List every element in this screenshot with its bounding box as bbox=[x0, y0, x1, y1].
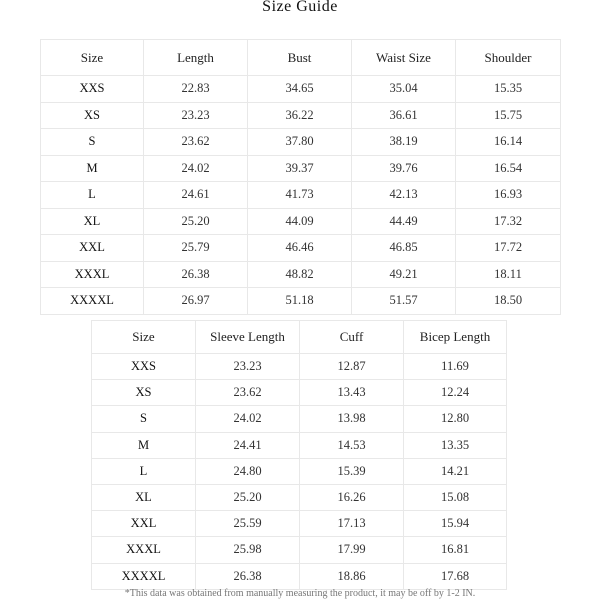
bust-cell: 44.09 bbox=[248, 208, 352, 235]
size-cell: M bbox=[41, 155, 144, 182]
cuff-cell: 15.39 bbox=[300, 458, 404, 484]
cuff-cell: 17.13 bbox=[300, 511, 404, 537]
table-row bbox=[92, 537, 507, 563]
size-cell: XXS bbox=[41, 76, 144, 103]
table-row bbox=[92, 406, 507, 432]
size-cell: XS bbox=[92, 380, 196, 406]
waist-cell: 36.61 bbox=[352, 102, 456, 129]
waist-cell: 49.21 bbox=[352, 261, 456, 288]
column-header-bust: Bust bbox=[248, 40, 352, 76]
waist-cell: 38.19 bbox=[352, 129, 456, 156]
bicep-length-cell: 17.68 bbox=[404, 563, 507, 589]
table-row bbox=[41, 102, 561, 129]
table-row bbox=[41, 129, 561, 156]
length-cell: 23.23 bbox=[144, 102, 248, 129]
size-cell: XXXL bbox=[41, 261, 144, 288]
shoulder-cell: 15.35 bbox=[456, 76, 561, 103]
sleeve-length-cell: 26.38 bbox=[196, 563, 300, 589]
length-cell: 24.02 bbox=[144, 155, 248, 182]
length-cell: 26.38 bbox=[144, 261, 248, 288]
column-header-waist-size: Waist Size bbox=[352, 40, 456, 76]
page-title: Size Guide bbox=[262, 0, 338, 15]
waist-cell: 51.57 bbox=[352, 288, 456, 315]
shoulder-cell: 17.32 bbox=[456, 208, 561, 235]
length-cell: 25.20 bbox=[144, 208, 248, 235]
bust-cell: 51.18 bbox=[248, 288, 352, 315]
shoulder-cell: 18.50 bbox=[456, 288, 561, 315]
column-header-size: Size bbox=[41, 40, 144, 76]
length-cell: 22.83 bbox=[144, 76, 248, 103]
bicep-length-cell: 12.80 bbox=[404, 406, 507, 432]
length-cell: 24.61 bbox=[144, 182, 248, 209]
table-row bbox=[92, 511, 507, 537]
bicep-length-cell: 14.21 bbox=[404, 458, 507, 484]
sleeve-length-cell: 23.23 bbox=[196, 354, 300, 380]
shoulder-cell: 16.93 bbox=[456, 182, 561, 209]
bust-cell: 46.46 bbox=[248, 235, 352, 262]
cuff-cell: 14.53 bbox=[300, 432, 404, 458]
table-row bbox=[41, 235, 561, 262]
size-cell: L bbox=[41, 182, 144, 209]
sleeve-length-cell: 24.02 bbox=[196, 406, 300, 432]
size-cell: L bbox=[92, 458, 196, 484]
table-row bbox=[41, 155, 561, 182]
column-header-sleeve-length: Sleeve Length bbox=[196, 321, 300, 354]
cuff-cell: 13.98 bbox=[300, 406, 404, 432]
bust-cell: 41.73 bbox=[248, 182, 352, 209]
bust-cell: 39.37 bbox=[248, 155, 352, 182]
length-cell: 23.62 bbox=[144, 129, 248, 156]
shoulder-cell: 16.14 bbox=[456, 129, 561, 156]
sleeve-length-cell: 25.59 bbox=[196, 511, 300, 537]
size-cell: S bbox=[41, 129, 144, 156]
bust-cell: 48.82 bbox=[248, 261, 352, 288]
waist-cell: 44.49 bbox=[352, 208, 456, 235]
bust-cell: 37.80 bbox=[248, 129, 352, 156]
table-row bbox=[92, 432, 507, 458]
sleeve-length-cell: 25.20 bbox=[196, 484, 300, 510]
size-cell: S bbox=[92, 406, 196, 432]
table-row bbox=[92, 563, 507, 589]
table-header-row bbox=[41, 40, 561, 76]
size-cell: XXXXL bbox=[92, 563, 196, 589]
shoulder-cell: 18.11 bbox=[456, 261, 561, 288]
waist-cell: 42.13 bbox=[352, 182, 456, 209]
waist-cell: 46.85 bbox=[352, 235, 456, 262]
table-row bbox=[41, 182, 561, 209]
size-cell: XXXL bbox=[92, 537, 196, 563]
sleeve-length-cell: 23.62 bbox=[196, 380, 300, 406]
cuff-cell: 13.43 bbox=[300, 380, 404, 406]
shoulder-cell: 16.54 bbox=[456, 155, 561, 182]
bust-cell: 36.22 bbox=[248, 102, 352, 129]
bicep-length-cell: 11.69 bbox=[404, 354, 507, 380]
shoulder-cell: 15.75 bbox=[456, 102, 561, 129]
cuff-cell: 16.26 bbox=[300, 484, 404, 510]
cuff-cell: 12.87 bbox=[300, 354, 404, 380]
size-cell: XXXXL bbox=[41, 288, 144, 315]
sleeve-length-cell: 24.41 bbox=[196, 432, 300, 458]
sleeve-length-cell: 24.80 bbox=[196, 458, 300, 484]
measurement-disclaimer: *This data was obtained from manually measuring the product, it may be off by 1-2 IN. bbox=[124, 588, 476, 599]
size-cell: M bbox=[92, 432, 196, 458]
bust-cell: 34.65 bbox=[248, 76, 352, 103]
cuff-cell: 18.86 bbox=[300, 563, 404, 589]
column-header-bicep-length: Bicep Length bbox=[404, 321, 507, 354]
column-header-length: Length bbox=[144, 40, 248, 76]
sleeve-measurements-table bbox=[91, 320, 507, 590]
table-row bbox=[41, 76, 561, 103]
size-cell: XXL bbox=[41, 235, 144, 262]
table-row bbox=[92, 484, 507, 510]
size-cell: XL bbox=[41, 208, 144, 235]
table-row bbox=[92, 354, 507, 380]
table-row bbox=[92, 380, 507, 406]
table-row bbox=[92, 458, 507, 484]
bicep-length-cell: 15.94 bbox=[404, 511, 507, 537]
column-header-size: Size bbox=[92, 321, 196, 354]
size-cell: XXL bbox=[92, 511, 196, 537]
table-header-row bbox=[92, 321, 507, 354]
bicep-length-cell: 12.24 bbox=[404, 380, 507, 406]
bicep-length-cell: 16.81 bbox=[404, 537, 507, 563]
length-cell: 26.97 bbox=[144, 288, 248, 315]
table-row bbox=[41, 261, 561, 288]
table-row bbox=[41, 288, 561, 315]
waist-cell: 35.04 bbox=[352, 76, 456, 103]
body-measurements-table bbox=[40, 39, 561, 315]
column-header-cuff: Cuff bbox=[300, 321, 404, 354]
bicep-length-cell: 15.08 bbox=[404, 484, 507, 510]
sleeve-length-cell: 25.98 bbox=[196, 537, 300, 563]
cuff-cell: 17.99 bbox=[300, 537, 404, 563]
size-cell: XL bbox=[92, 484, 196, 510]
size-cell: XS bbox=[41, 102, 144, 129]
column-header-shoulder: Shoulder bbox=[456, 40, 561, 76]
waist-cell: 39.76 bbox=[352, 155, 456, 182]
length-cell: 25.79 bbox=[144, 235, 248, 262]
shoulder-cell: 17.72 bbox=[456, 235, 561, 262]
table-row bbox=[41, 208, 561, 235]
bicep-length-cell: 13.35 bbox=[404, 432, 507, 458]
size-cell: XXS bbox=[92, 354, 196, 380]
